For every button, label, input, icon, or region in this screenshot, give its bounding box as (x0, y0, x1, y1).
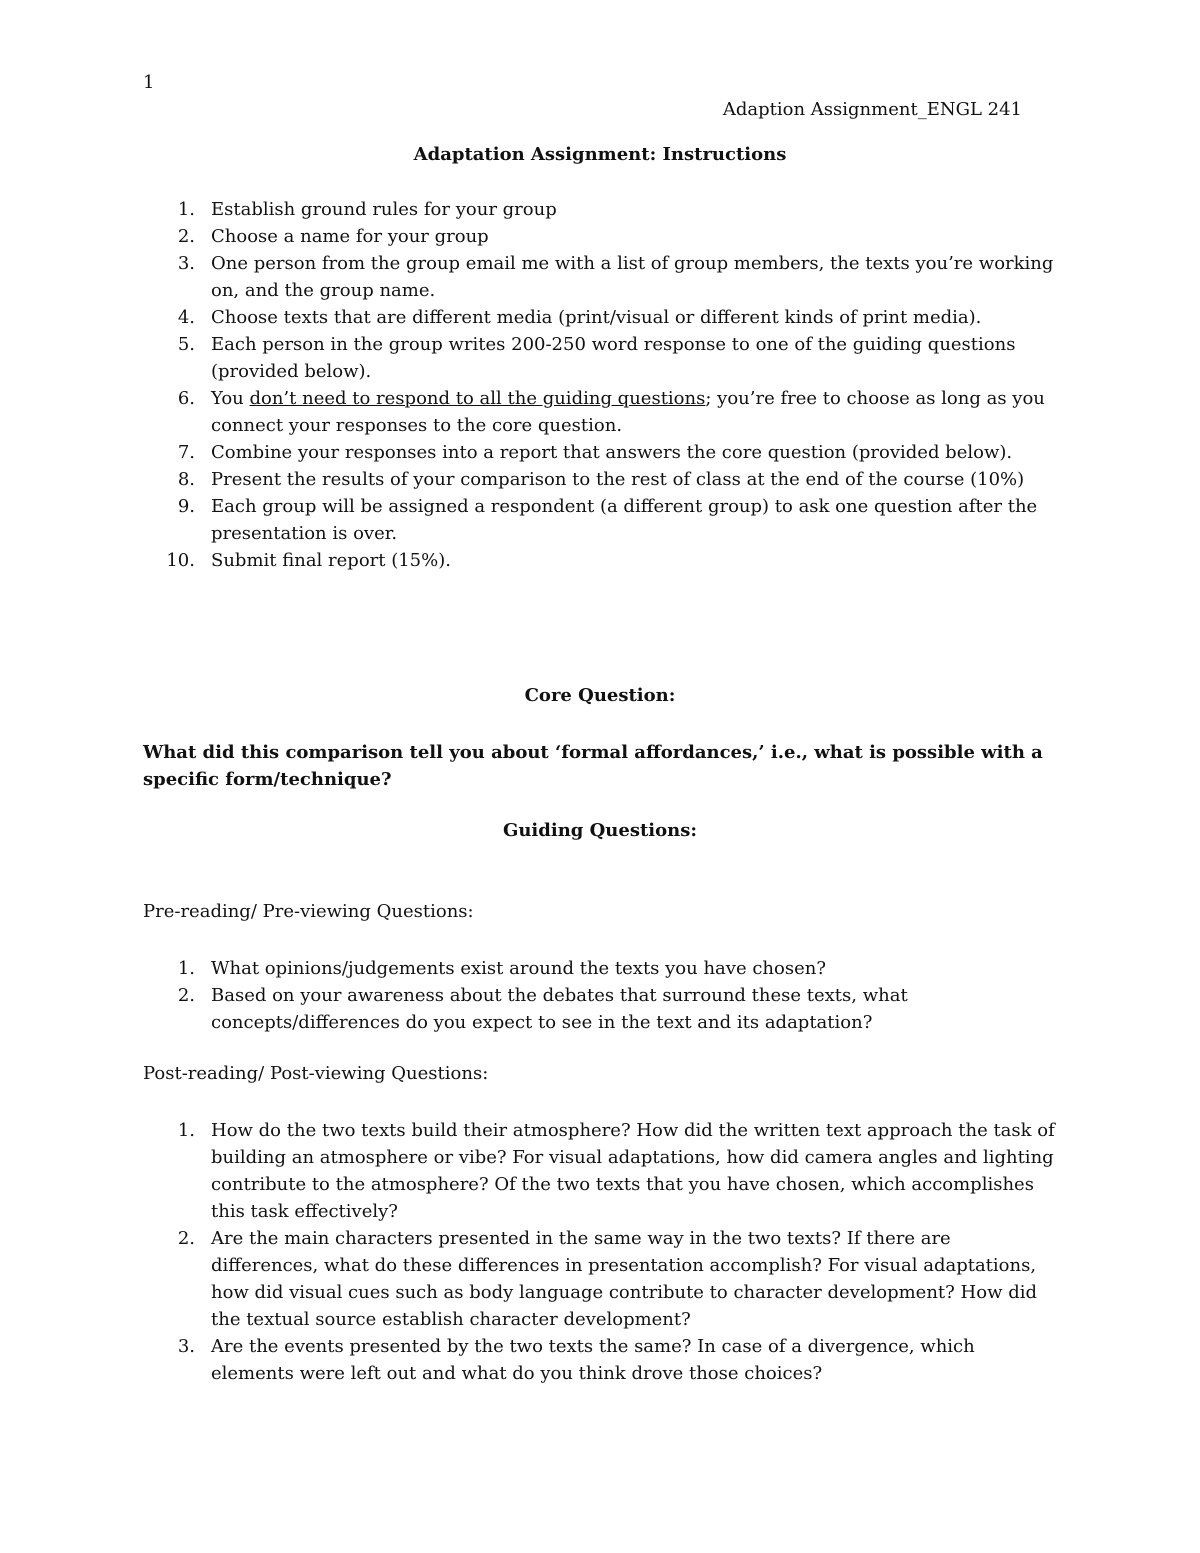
list-item: 2. Are the main characters presented in the same way in the two texts? If there are differences, what do these differences in presentation accomplish? For visual adaptations, how did visual cues such as body language contribute to character development? How did the textual source establish character development? (177, 1228, 1037, 1330)
list-item: 8. Present the results of your comparison to the rest of class at the end of the course (10%) (177, 469, 1025, 490)
list-item: 3. One person from the group email me with a list of group members, the texts you’re working on, and the group name. (177, 253, 1054, 301)
list-item: 1. Establish ground rules for your group (177, 199, 557, 220)
list-item: 6. You don’t need to respond to all the guiding questions; you’re free to choose as long as you connect your responses to the core question. (177, 388, 1045, 436)
guiding-questions-heading: Guiding Questions: (502, 820, 698, 841)
underlined-emphasis: don’t need to respond to all the guiding questions (249, 388, 706, 409)
instructions-list (143, 196, 1063, 574)
list-item: 1. How do the two texts build their atmosphere? How did the written text approach the task of building an atmosphere or vibe? For visual adaptations, how did camera angles and lighting contribute to the atmosphere? Of the two texts that you have chosen, which accomplishes this task effectively? (177, 1120, 1055, 1222)
post-reading-list (143, 1117, 1063, 1387)
list-item: 2. Choose a name for your group (177, 226, 489, 247)
list-item: 1. What opinions/judgements exist around the texts you have chosen? (177, 958, 826, 979)
document-title: Adaptation Assignment: Instructions (413, 144, 787, 165)
list-item: 7. Combine your responses into a report that answers the core question (provided below). (177, 442, 1013, 463)
post-reading-section (143, 1117, 1063, 1387)
page-number: 1 (143, 72, 155, 93)
list-item: 2. Based on your awareness about the debates that surround these texts, what concepts/differences do you expect to see in the text and its adaptation? (177, 985, 908, 1033)
list-item: 5. Each person in the group writes 200-250 word response to one of the guiding questions (provided below). (177, 334, 1016, 382)
pre-reading-list (143, 955, 1063, 1036)
core-question-text: What did this comparison tell you about ‘formal affordances,’ i.e., what is possible with a specific form/technique? (143, 742, 1043, 790)
instructions-section (143, 196, 1063, 574)
core-question-heading: Core Question: (524, 685, 676, 706)
list-item: 9. Each group will be assigned a respondent (a different group) to ask one question after the presentation is over. (177, 496, 1038, 544)
running-header: Adaption Assignment_ENGL 241 (722, 99, 1022, 120)
list-item: 10. Submit final report (15%). (166, 550, 451, 571)
post-reading-heading: Post-reading/ Post-viewing Questions: (143, 1063, 489, 1084)
pre-reading-section (143, 955, 1063, 1036)
list-item: 3. Are the events presented by the two texts the same? In case of a divergence, which elements were left out and what do you think drove those choices? (177, 1336, 975, 1384)
pre-reading-heading: Pre-reading/ Pre-viewing Questions: (143, 901, 474, 922)
list-item: 4. Choose texts that are different media (print/visual or different kinds of print media). (177, 307, 982, 328)
